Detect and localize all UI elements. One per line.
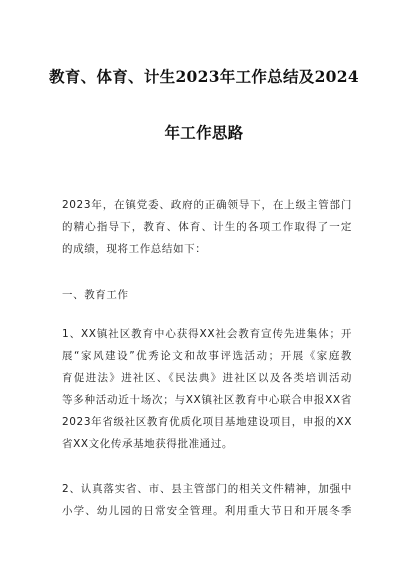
document-title-line-1: 教育、体育、计生2023年工作总结及2024 (49, 67, 359, 86)
item-line: 2、认真落实省、市、县主管部门的相关文件精神，加强中 (62, 483, 352, 495)
item-line: 等多种活动近十场次；与XX镇社区教育中心联合申报XX省 (62, 394, 352, 406)
item-line: 省XX文化传承基地获得批准通过。 (62, 438, 233, 450)
item-line: 展“家风建设”优秀论文和故事评选活动；开展《家庭教 (62, 350, 352, 362)
item-line: 小学、幼儿园的日常安全管理。利用重大节日和开展冬季 (62, 505, 352, 517)
item-line: 1、XX镇社区教育中心获得XX社会教育宣传先进集体；开 (62, 328, 352, 340)
document-title-line-2: 年工作思路 (164, 123, 244, 142)
section-heading-text: 一、教育工作 (62, 289, 129, 301)
intro-line: 2023年，在镇党委、政府的正确领导下，在上级主管部门 (62, 199, 352, 211)
item-line: 育促进法》进社区、《民法典》进社区以及各类培训活动 (62, 372, 352, 384)
intro-line: 的成绩，现将工作总结如下： (62, 243, 207, 255)
education-item-1 (62, 323, 352, 455)
item-line: 2023年省级社区教育优质化项目基地建设项目，申报的XX (62, 416, 352, 428)
intro-paragraph (62, 194, 352, 260)
education-item-2 (62, 478, 352, 522)
intro-line: 的精心指导下，教育、体育、计生的各项工作取得了一定 (62, 221, 352, 233)
section-heading-education (62, 284, 352, 306)
